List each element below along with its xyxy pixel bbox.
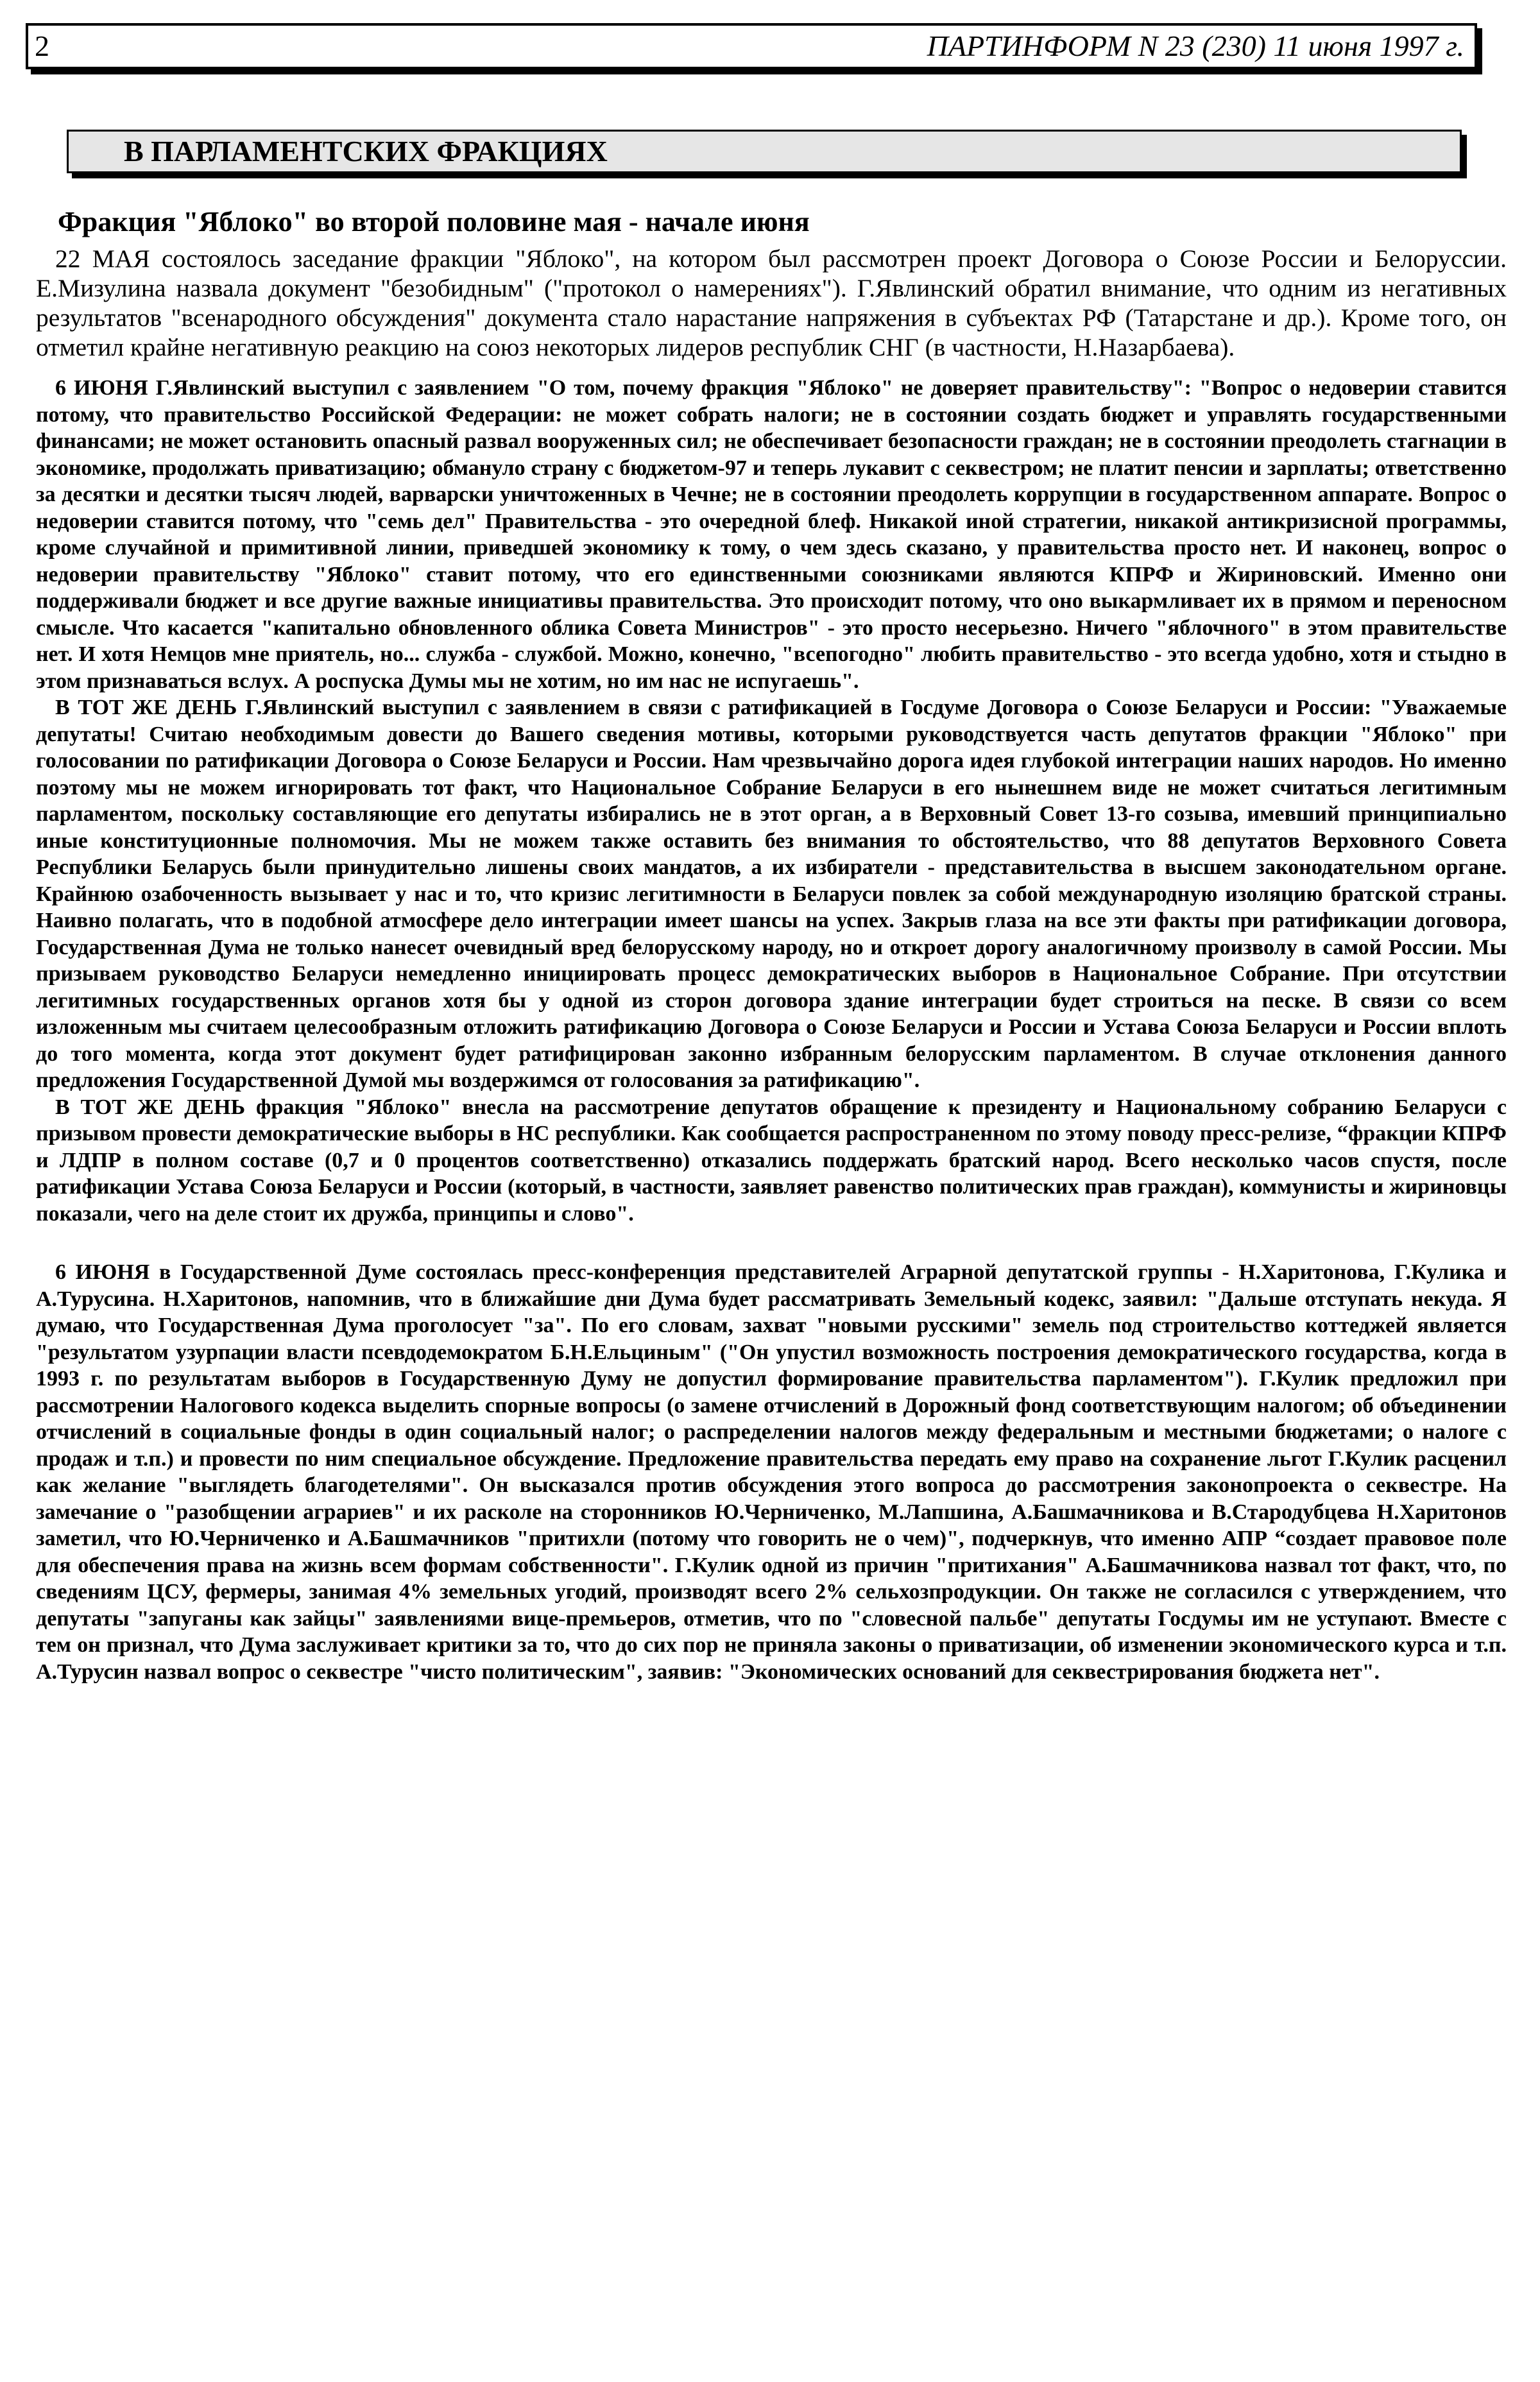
publication-title: ПАРТИНФОРМ N 23 (230) 11 июня 1997 г. [927, 30, 1464, 62]
paragraph: 6 ИЮНЯ в Государственной Думе состоялась пресс-конференция представителей Аграрной депутатской группы - Н.Харитонова, Г.Кулика и А.Турусина. Н.Харитонов, напомнив, что в ближайшие дни Дума будет рассматривать Земельный кодекс, заявил: "Дальше отступать некуда. Я думаю, что Государственная Дума проголосует "за". По его словам, захват "новыми русскими" земель под строительство коттеджей является "результатом узурпации власти псевдодемократом Б.Н.Ельциным" ("Он упустил возможность построения демократического государства, когда в 1993 г. по результатам выборов в Государственную Думу не допустил формирование правительства парламентом"). Г.Кулик предложил при рассмотрении Налогового кодекса выделить спорные вопросы (о замене отчислений в Дорожный фонд соответствующим налогом; об объединении отчислений в социальные фонды в один социальный налог; о распределении налогов между федеральным и местными бюджетами; о налоге с продаж и т.п.) и провести по ним специальное обсуждение. Предложение правительства передать ему право на сохранение льгот Г.Кулик расценил как желание "выглядеть благодетелями". Он высказался против обсуждения этого вопроса до рассмотрения законопроекта о секвестре. На замечание о "разобщении аграриев" и их расколе на сторонников Ю.Черниченко, М.Лапшина, А.Башмачникова и В.Стародубцева Н.Харитонов заметил, что Ю.Черниченко и А.Башмачников "притихли (потому что говорить не о чем)", подчеркнув, что именно АПР “создает правовое поле для обеспечения права на жизнь всем формам собственности". Г.Кулик одной из причин "притихания" А.Башмачникова назвал тот факт, что, по сведениям ЦСУ, фермеры, занимая 4% земельных угодий, производят всего 2% сельхозпродукции. Он также не согласился с утверждением, что депутаты "запуганы как зайцы" заявлениями вице-премьеров, отметив, что по "словесной пальбе" депутаты Госдумы им не уступают. Вместе с тем он признал, что Дума заслуживает критики за то, что до сих пор не приняла законы о приватизации, об изменении экономического курса и т.п. А.Турусин назвал вопрос о секвестре "чисто политическим", заявив: "Экономических оснований для секвестрирования бюджета нет". [36, 1260, 1507, 1684]
page-header [26, 23, 1477, 69]
section-title: В ПАРЛАМЕНТСКИХ ФРАКЦИЯХ [124, 135, 608, 167]
paragraph: 6 ИЮНЯ Г.Явлинский выступил с заявлением "О том, почему фракция "Яблоко" не доверяет правительству": "Вопрос о недоверии ставится потому, что правительство Российской Федерации: не может собрать налоги; не в состоянии создать бюджет и управлять государственными финансами; не может остановить опасный развал вооруженных сил; не обеспечивает безопасности граждан; не в состоянии преодолеть стагнации в экономике, продолжать приватизацию; обмануло страну с бюджетом-97 и теперь лукавит с секвестром; не платит пенсии и зарплаты; ответственно за десятки и десятки тысяч людей, варварски уничтоженных в Чечне; не в состоянии преодолеть коррупции в государственном аппарате. Вопрос о недоверии ставится потому, что "семь дел" Правительства - это очередной блеф. Никакой иной стратегии, никакой антикризисной программы, кроме случайной и примитивной линии, приведшей экономику к тому, о чем здесь сказано, у правительства просто нет. И наконец, вопрос о недоверии правительству "Яблоко" ставит потому, что его единственными союзниками являются КПРФ и Жириновский. Именно они поддерживали бюджет и все другие важные инициативы правительства. Это происходит потому, что оно выкармливает их в прямом и переносном смысле. Что касается "капитально обновленного облика Совета Министров" - это просто несерьезно. Ничего "яблочного" в этом правительстве нет. И хотя Немцов мне приятель, но... служба - службой. Можно, конечно, "всепогодно" любить правительство - это всегда удобно, хотя и стыдно в этом признаваться вслух. А роспуска Думы мы не хотим, но им нас не испугаешь". [36, 376, 1507, 693]
paragraph: В ТОТ ЖЕ ДЕНЬ фракция "Яблоко" внесла на рассмотрение депутатов обращение к президенту и Национальному собранию Беларуси с призывом провести демократические выборы в НС республики. Как сообщается распространенном по этому поводу пресс-релизе, “фракции КПРФ и ЛДПР в полном составе (0,7 и 0 процентов соответственно) отказались поддержать братский народ. Всего несколько часов спустя, после ратификации Устава Союза Беларуси и России (который, в частности, заявляет равенство политических прав граждан), коммунисты и жириновцы показали, чего на деле стоит их дружба, принципы и слово". [36, 1095, 1507, 1226]
article [36, 204, 1507, 1685]
article-title: Фракция "Яблоко" во второй половине мая - начале июня [58, 206, 810, 237]
paragraph: 22 МАЯ состоялось заседание фракции "Яблоко", на котором был рассмотрен проект Договора о Союзе России и Белоруссии. Е.Мизулина назвала документ "безобидным" ("протокол о намерениях"). Г.Явлинский обратил внимание, что одним из негативных результатов "всенародного обсуждения" документа стало нарастание напряжения в субъектах РФ (Татарстане и др.). Кроме того, он отметил крайне негативную реакцию на союз некоторых лидеров республик СНГ (в частности, Н.Назарбаева). [36, 244, 1507, 361]
paragraph-gap [36, 1227, 1507, 1259]
section-banner [67, 130, 1462, 173]
paragraph: В ТОТ ЖЕ ДЕНЬ Г.Явлинский выступил с заявлением в связи с ратификацией в Госдуме Договора о Союзе Беларуси и России: "Уважаемые депутаты! Считаю необходимым довести до Вашего сведения мотивы, которыми руководствуется часть депутатов фракции "Яблоко" при голосовании по ратификации Договора о Союзе Беларуси и России. Нам чрезвычайно дорога идея глубокой интеграции наших народов. Но именно поэтому мы не можем игнорировать тот факт, что Национальное Собрание Беларуси в его нынешнем виде не может считаться легитимным парламентом, поскольку составляющие его депутаты избирались не в этот орган, а в Верховный Совет 13-го созыва, имевший принципиально иные конституционные полномочия. Мы не можем также оставить без внимания то обстоятельство, что 88 депутатов Верховного Совета Республики Беларусь были принудительно лишены своих мандатов, а их избиратели - представительства в высшем законодательном органе. Крайнюю озабоченность вызывает у нас и то, что кризис легитимности в Беларуси повлек за собой международную изоляцию братской страны. Наивно полагать, что в подобной атмосфере дело интеграции имеет шансы на успех. Закрыв глаза на все эти факты при ратификации договора, Государственная Дума не только нанесет очевидный вред белорусскому народу, но и откроет дорогу аналогичному произволу в самой России. Мы призываем руководство Беларуси немедленно инициировать процесс демократических выборов в Национальное Собрание. При отсутствии легитимных государственных органов хотя бы у одной из сторон договора здание интеграции будет строиться на песке. В связи со всем изложенным мы считаем целесообразным отложить ратификацию Договора о Союзе Беларуси и России и Устава Союза Беларуси и России вплоть до того момента, когда этот документ будет ратифицирован законно избранным белорусским парламентом. В случае отклонения данного предложения Государственной Думой мы воздержимся от голосования за ратификацию". [36, 696, 1507, 1092]
page-number: 2 [35, 30, 49, 62]
